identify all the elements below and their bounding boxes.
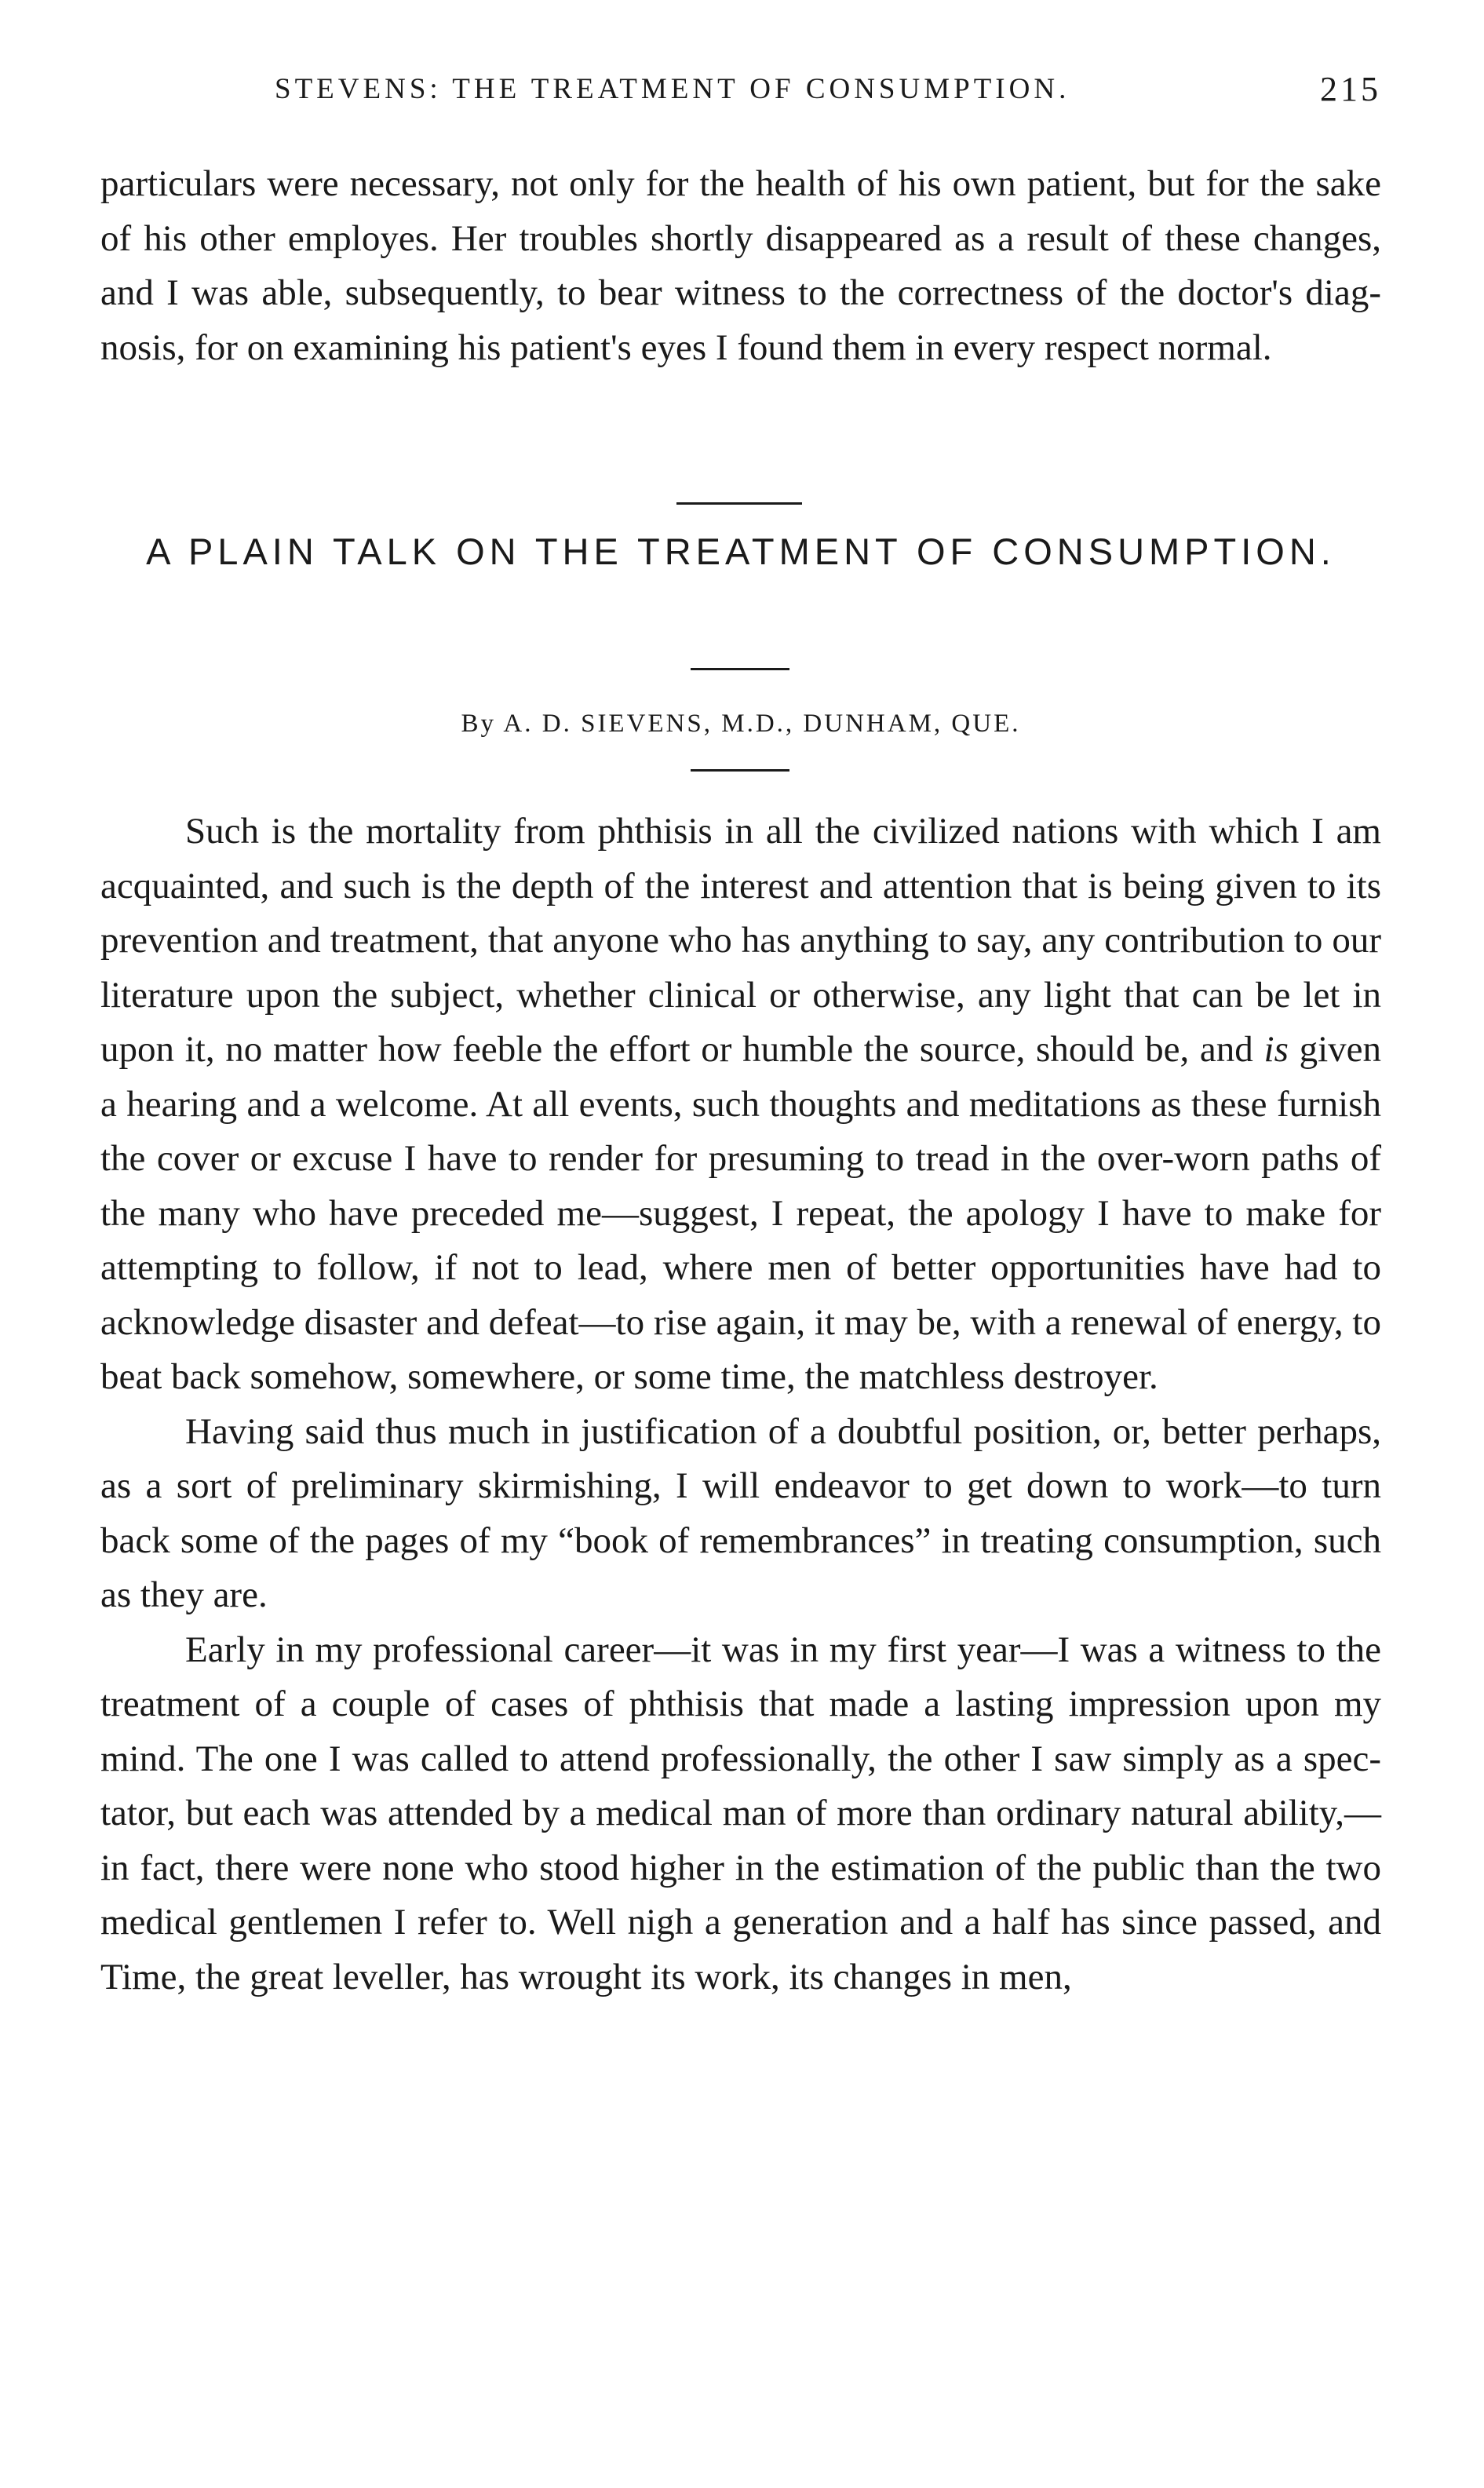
running-head: [275, 72, 1381, 119]
title-divider: [691, 668, 789, 670]
article-title: A PLAIN TALK ON THE TREATMENT OF CONSUMPTION.: [146, 531, 1336, 572]
continuation-text: [100, 157, 1381, 375]
running-title: STEVENS: THE TREATMENT OF CONSUMPTION.: [275, 73, 1070, 105]
article-body: [100, 804, 1381, 2005]
paragraph-2: Having said thus much in justification of a doubtful position, or, better perhaps, as a sort of preliminary skirmishing, I will endeavor to get down to work—to turn back some of the pages of my “book of remembrances” in treating consumption, such as they are.: [100, 1410, 1381, 1615]
page-number: 215: [1320, 70, 1381, 108]
paragraph-1-text-end: given a hearing and a welcome. At all events, such thoughts and meditations as these furnish the cover or excuse I have to render for presuming to tread in the over-worn paths of the many who have preceded me—suggest, I repeat, the apology I have to make for attempting to follow, if not to lead, where men of better opportunities have had to acknowledge disaster and defeat—to rise again, it may be, with a renewal of energy, to beat back somehow, somewhere, or some time, the matchless destroyer.: [100, 1029, 1382, 1397]
byline-divider: [691, 769, 789, 772]
continuation-paragraph: particulars were necessary, not only for the health of his own patient, but for the sake of his other employes. Her troubles shortly disappeared as a result of these changes, and I was able, subsequently, to bear witness to the correctness of the doctor's diagnosis, for on examining his patient's eyes I found them in every respect normal.: [100, 163, 1381, 368]
paragraph-1-text-start: Such is the mortality from phthisis in all the civilized nations with which I am acquainted, and such is the depth of the interest and attention that is being given to its prevention and treatment, that anyone who has anything to say, any contribution to our literature upon the subject, whether clinical or otherwise, any light that can be let in upon it, no matter how feeble the effort or humble the source, should be, and: [100, 811, 1381, 1070]
paragraph-1: [100, 804, 1381, 1405]
byline: By A. D. SIEVENS, M.D., DUNHAM, QUE.: [461, 710, 1021, 738]
paragraph-1-emphasis: is: [1263, 1029, 1289, 1070]
section-divider: [676, 502, 802, 505]
paragraph-3: Early in my professional career—it was in my first year—I was a witness to the treatment of a couple of cases of phthisis that made a lasting impression upon my mind. The one I was called to attend professionally, the other I saw simply as a spectator, but each was attended by a medical man of more than ordinary natural ability,—in fact, there were none who stood higher in the estimation of the public than the two medical gentlemen I refer to. Well nigh a generation and a half has since passed, and Time, the great leveller, has wrought its work, its changes in men,: [100, 1629, 1381, 1997]
